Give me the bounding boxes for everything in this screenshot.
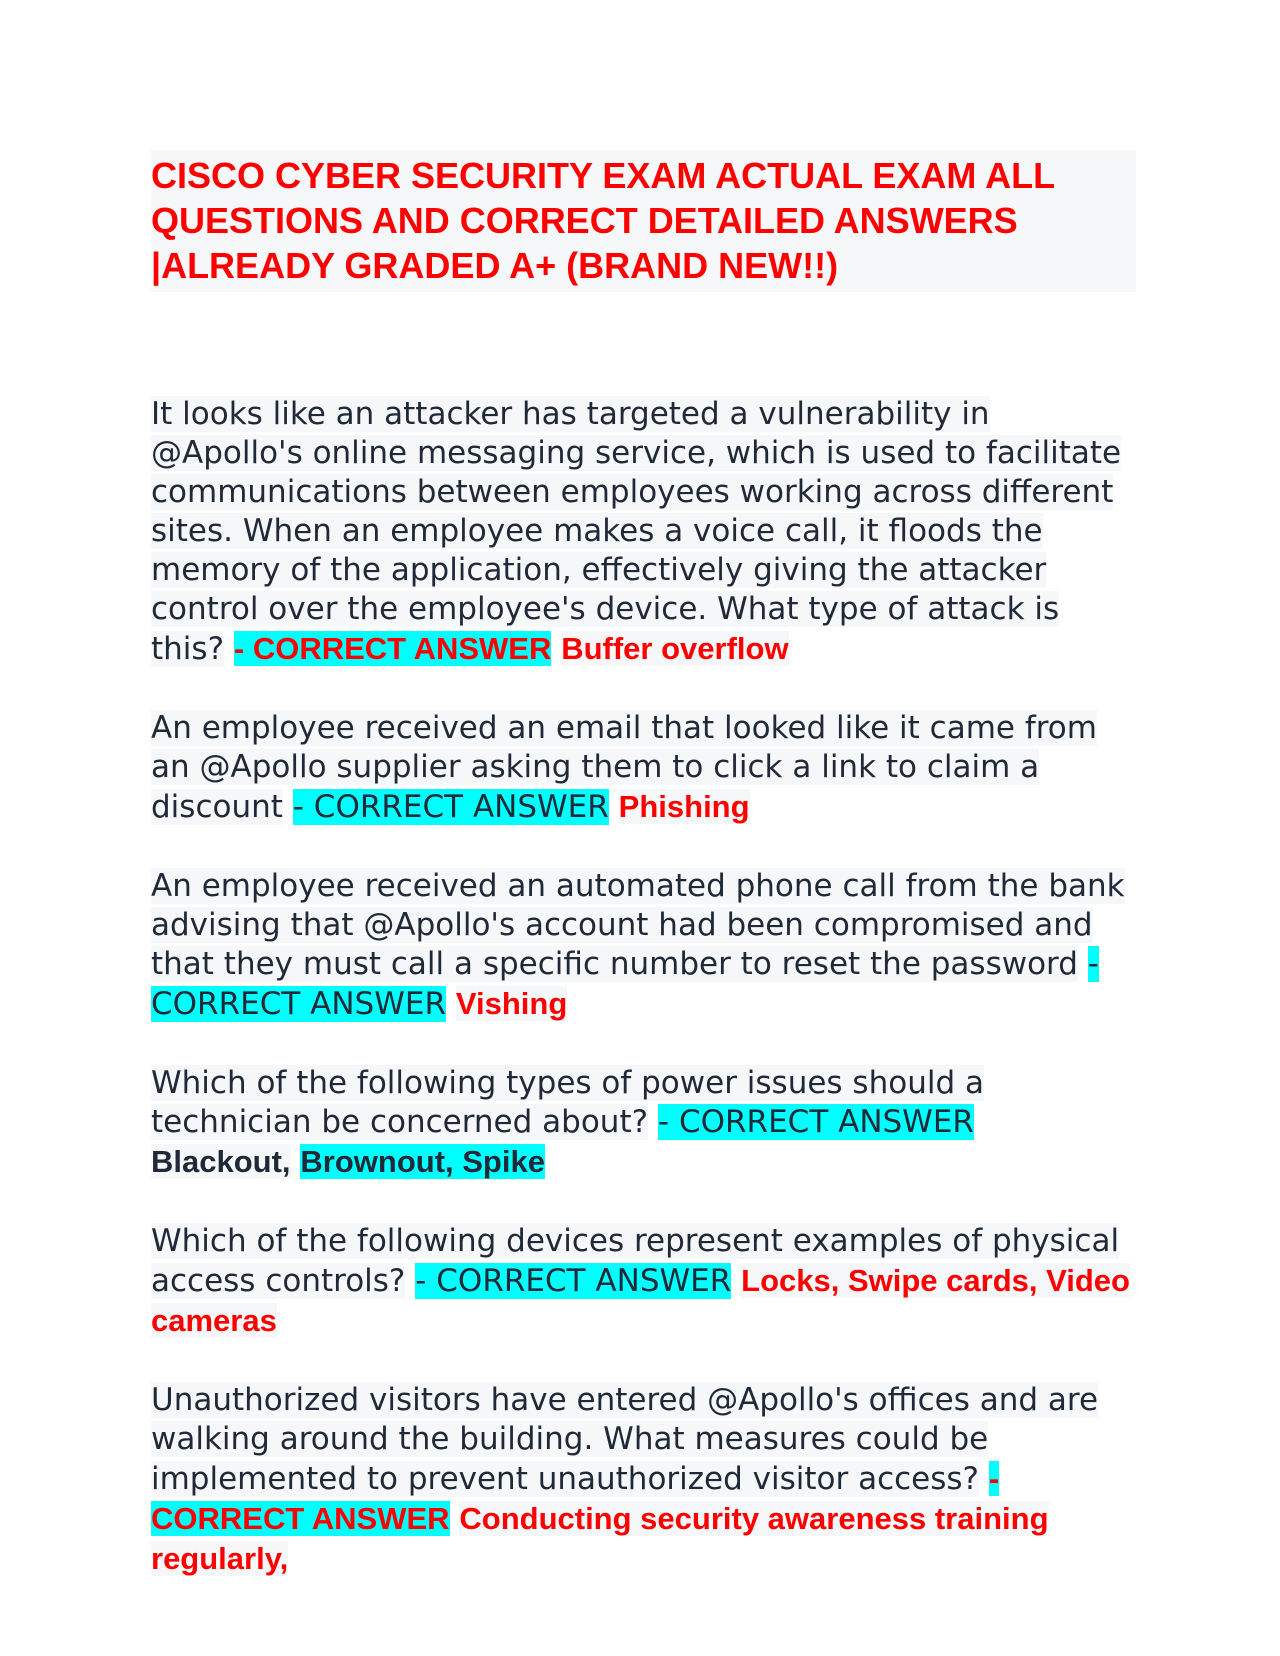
answer-text: Locks, Swipe cards, Video cameras [151,1263,1130,1338]
answer-text-part-1: Blackout, [151,1144,291,1179]
correct-answer-marker: - CORRECT ANSWER [415,1263,732,1299]
correct-answer-marker: - CORRECT ANSWER [151,946,1099,1022]
title-line-2: QUESTIONS AND CORRECT DETAILED ANSWERS [151,200,1018,241]
answer-text: Buffer overflow [561,631,789,666]
correct-answer-marker: - CORRECT ANSWER [233,631,552,666]
question-text: Which of the following devices represent examples of physical access controls? [151,1223,1120,1299]
answer-text-part-2: Brownout, Spike [300,1144,545,1179]
question-text: Which of the following types of power issues should a technician be concerned about? [151,1065,984,1140]
answer-text: Vishing [455,986,568,1021]
qa-item-4 [151,1064,1136,1182]
qa-item-1 [151,395,1136,669]
question-text: An employee received an email that looked like it came from an @Apollo supplier asking them to click a link to claim a discount [151,710,1097,825]
title-line-1: CISCO CYBER SECURITY EXAM ACTUAL EXAM ALL [151,155,1056,196]
qa-item-6 [151,1381,1136,1579]
document-title [151,150,1136,292]
question-text: It looks like an attacker has targeted a vulnerability in @Apollo's online messaging service, which is used to facilitate communications between employees working across different sites. When an employee makes a voice call, it floods the memory of the application, effectively giving the attacker control over the employee's device. What type of attack is this? [151,396,1122,667]
qa-item-5 [151,1222,1136,1341]
question-text: An employee received an automated phone call from the bank advising that @Apollo's account had been compromised and that they must call a specific number to reset the password [151,868,1125,982]
answer-text: Conducting security awareness training regularly, [151,1501,1049,1576]
title-line-3: |ALREADY GRADED A+ (BRAND NEW!!) [151,245,839,286]
correct-answer-marker: - CORRECT ANSWER [151,1461,1000,1536]
answer-text: Phishing [618,789,750,824]
question-text: Unauthorized visitors have entered @Apollo's offices and are walking around the building. What measures could be implemented to prevent unauthorized visitor access? [151,1382,1099,1497]
correct-answer-marker: - CORRECT ANSWER [292,789,609,825]
qa-item-3 [151,867,1136,1024]
document-page [151,150,1136,1619]
qa-item-2 [151,709,1136,827]
correct-answer-marker: - CORRECT ANSWER [657,1104,974,1140]
